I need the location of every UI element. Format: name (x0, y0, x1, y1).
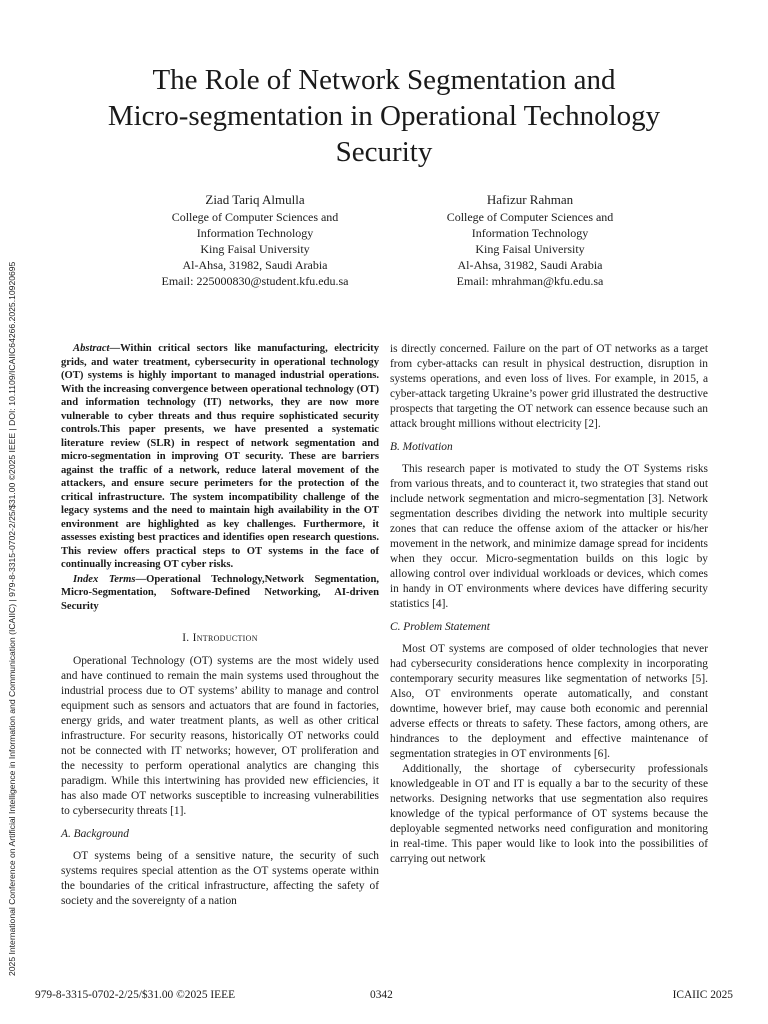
author-name: Ziad Tariq Almulla (205, 192, 305, 207)
index-terms-text: —Operational Technology,Network Segmentation, Micro-Segmentation, Software-Defined Networking, AI-driven Security (61, 573, 379, 612)
right-column (390, 342, 708, 867)
author-affiliation: King Faisal University (200, 242, 310, 256)
abstract-text: —Within critical sectors like manufacturing, electricity grids, and water treatment, cybersecurity in operational technology (OT) systems is highly important to managed industrial operations. With the increasing convergence between operational technology (OT) and information technology (IT) networks, they are now more vulnerable to cyber threats and thus require sophisticated security controls.This paper presents, we have presented a systematic literature review (SLR) in respect of network segmentation and micro-segmentation in improving OT security. These are barriers against the traffic of a network, reduce lateral movement of the attackers, and ensure secure perimeters for the protection of the critical infrastructure. The system incompatibility challenge of the legacy systems and the need to maintain high availability in the OT environment are highlighted as key challenges. Furthermore, it assesses existing best practices and identifies open research questions. This review offers practical steps to OT systems in the face of continually increasing OT cyber risks. (61, 343, 379, 570)
paper-title-line-3: Security (335, 136, 433, 168)
author-affiliation: Al-Ahsa, 31982, Saudi Arabia (182, 258, 328, 272)
problem-paragraph-2: Additionally, the shortage of cybersecurity professionals knowledgeable in OT and IT is equally a bar to the security of these networks. Designing networks that use segmentation also requires knowledge of the typical performance of OT systems because the deployable segmented networks need configuration and monitoring in real-time. This paper would like to look into the possibilities of carrying out network (390, 763, 708, 865)
introduction-paragraph: Operational Technology (OT) systems are the most widely used and have continued to remain the main systems used throughout the industrial process due to OT systems’ ability to manage and control equipment such as sensors and actuators that are found in factories, energy grids, and water treatment plants, as well as other critical infrastructure. For security reasons, historically OT networks could not be connected with IT networks; however, OT proliferation and the necessity to perform operational analytics are changing this paradigm. While this intertwining has provided new efficiencies, it has also made OT networks susceptible to increasing vulnerabilities to cybersecurity threats [1]. (61, 655, 379, 817)
background-paragraph-continued: is directly concerned. Failure on the part of OT networks as a target from cyber-attacks can result in physical destruction, disruption in systems operations, and even loss of lives. For example, in 2015, a cyber-attack targeting Ukraine’s power grid illustrated the destructive prospects that targeting the OT network can essence because such an attack brought millions without electricity [2]. (390, 343, 708, 430)
background-paragraph: OT systems being of a sensitive nature, the security of such systems requires special attention as the OT systems operate within the boundaries of the critical infrastructure, affecting the safety of society and the sovereignty of a nation (61, 850, 379, 907)
author-block-1 (120, 191, 390, 289)
author-email: Email: mhrahman@kfu.edu.sa (456, 274, 604, 288)
author-affiliation: Al-Ahsa, 31982, Saudi Arabia (457, 258, 603, 272)
index-terms (61, 573, 379, 614)
section-number: I. (182, 632, 190, 644)
doi-sidebar (5, 156, 21, 976)
footer-copyright: 979-8-3315-0702-2/25/$31.00 ©2025 IEEE (35, 989, 236, 1001)
author-affiliation: College of Computer Sciences and (171, 210, 339, 224)
index-terms-label: Index Terms (73, 573, 136, 585)
author-affiliation: College of Computer Sciences and (446, 210, 614, 224)
paper-title-line-2: Micro-segmentation in Operational Technology (107, 100, 661, 132)
paper-title-line-1: The Role of Network Segmentation and (152, 64, 616, 96)
author-affiliation: King Faisal University (475, 242, 585, 256)
author-email: Email: 225000830@student.kfu.edu.sa (161, 274, 349, 288)
doi-sidebar-text: 2025 International Conference on Artificial Intelligence in Information and Communication (ICAIIC) | 979-8-3315-0702-2/25/$31.00 ©2025 IEEE | DOI: 10.1109/ICAIIC64266.2025.10920695 (7, 261, 17, 976)
subheading-motivation: B. Motivation (390, 441, 453, 453)
author-name: Hafizur Rahman (486, 192, 574, 207)
author-affiliation: Information Technology (196, 226, 314, 240)
footer-conference: ICAIIC 2025 (672, 989, 733, 1001)
author-affiliation: Information Technology (471, 226, 589, 240)
abstract-label: Abstract (73, 343, 110, 354)
subheading-background: A. Background (61, 828, 129, 840)
paper-title (60, 62, 708, 170)
footer-page-number: 0342 (370, 989, 393, 1001)
subheading-problem-statement: C. Problem Statement (390, 621, 490, 633)
section-title: Introduction (192, 632, 258, 644)
left-column (61, 342, 379, 909)
problem-paragraph-1: Most OT systems are composed of older technologies that never had cybersecurity considerations hence complexity in incorporating contemporary security measures like segmentation of networks [5]. Also, OT environments operate automatically, and constant downtime, however brief, may cause both economic and perennial adverse effects or threats to safety. These factors, among others, are hindrances to the deployment and effective maintenance of segmentation strategies in OT environments [6]. (390, 643, 708, 760)
author-block-2 (395, 191, 665, 289)
motivation-paragraph: This research paper is motivated to study the OT Systems risks from various threats, and to counteract it, two strategies that stand out include network segmentation and micro-segmentation [3]. Network segmentation describes dividing the network into multiple security zones that can reduce the offense axiom of the attacker or his/her movement in the network, and minimize damage spread for incidents when they occur. Micro-segmentation builds on this logic by allowing control over individual workloads or devices, which comes in handy in OT environments where devices have differing security statistics [4]. (390, 463, 708, 610)
abstract (61, 342, 379, 572)
section-heading-introduction (61, 631, 379, 646)
